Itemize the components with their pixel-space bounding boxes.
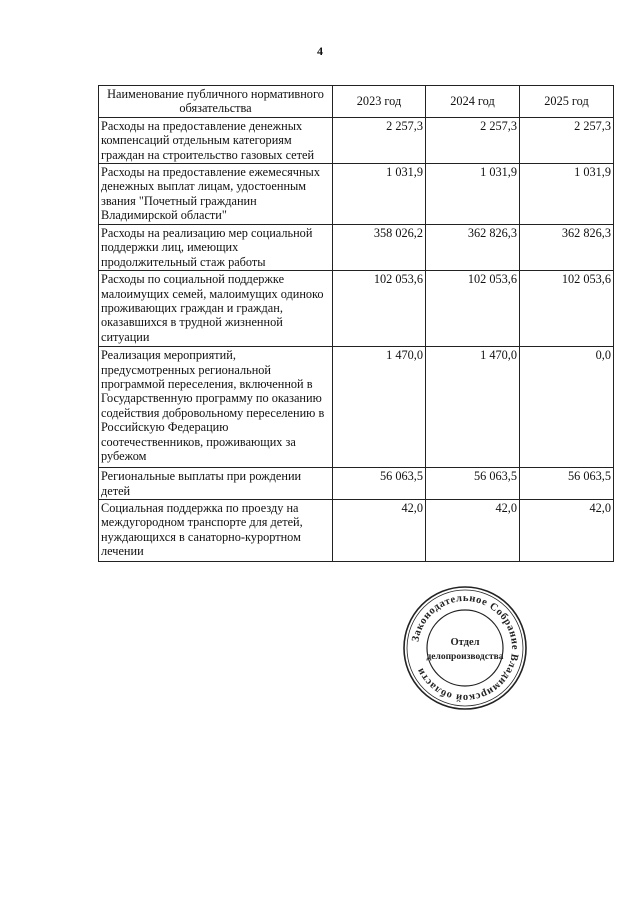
header-2024: 2024 год xyxy=(426,86,520,118)
stamp-center-line2: делопроизводства xyxy=(426,652,504,662)
value-2023: 358 026,2 xyxy=(333,225,426,271)
stamp-center-line1: Отдел xyxy=(450,637,480,648)
row-name: Региональные выплаты при рождении детей xyxy=(99,468,333,500)
value-2023: 1 470,0 xyxy=(333,347,426,468)
value-2025: 0,0 xyxy=(520,347,614,468)
value-2024: 1 470,0 xyxy=(426,347,520,468)
row-name: Расходы на предоставление ежемесячных денежных выплат лицам, удостоенным звания "Почетный гражданин Владимирской области" xyxy=(99,164,333,225)
table-row xyxy=(99,225,614,271)
value-2025: 1 031,9 xyxy=(520,164,614,225)
value-2023: 2 257,3 xyxy=(333,117,426,163)
value-2023: 1 031,9 xyxy=(333,164,426,225)
value-2024: 102 053,6 xyxy=(426,271,520,347)
row-name: Расходы на реализацию мер социальной поддержки лиц, имеющих продолжительный стаж работы xyxy=(99,225,333,271)
row-name: Реализация мероприятий, предусмотренных региональной программой переселения, включенной в Государственную программу по оказанию содействия добровольному переселению в Российскую Федерацию соотечественников, проживающих за рубежом xyxy=(99,347,333,468)
obligations-table xyxy=(98,85,614,562)
value-2024: 2 257,3 xyxy=(426,117,520,163)
table-row xyxy=(99,271,614,347)
value-2024: 42,0 xyxy=(426,500,520,562)
value-2025: 42,0 xyxy=(520,500,614,562)
value-2024: 362 826,3 xyxy=(426,225,520,271)
value-2025: 2 257,3 xyxy=(520,117,614,163)
page-number: 4 xyxy=(317,44,323,58)
header-2025: 2025 год xyxy=(520,86,614,118)
value-2024: 1 031,9 xyxy=(426,164,520,225)
value-2023: 42,0 xyxy=(333,500,426,562)
stamp-ring-text: Законодательное Собрание Владимирской области xyxy=(410,592,521,704)
table-row xyxy=(99,117,614,163)
value-2025: 102 053,6 xyxy=(520,271,614,347)
value-2023: 102 053,6 xyxy=(333,271,426,347)
row-name: Расходы на предоставление денежных компенсаций отдельным категориям граждан на строительство газовых сетей xyxy=(99,117,333,163)
table-row xyxy=(99,164,614,225)
value-2025: 56 063,5 xyxy=(520,468,614,500)
row-name: Расходы по социальной поддержке малоимущих семей, малоимущих одиноко проживающих граждан и граждан, оказавшихся в трудной жизненной ситуации xyxy=(99,271,333,347)
header-2023: 2023 год xyxy=(333,86,426,118)
table-row xyxy=(99,500,614,562)
value-2025: 362 826,3 xyxy=(520,225,614,271)
row-name: Социальная поддержка по проезду на междугородном транспорте для детей, нуждающихся в санаторно-курортном лечении xyxy=(99,500,333,562)
office-stamp xyxy=(402,585,528,711)
value-2023: 56 063,5 xyxy=(333,468,426,500)
header-name: Наименование публичного нормативного обязательства xyxy=(99,86,333,118)
table-row xyxy=(99,347,614,468)
value-2024: 56 063,5 xyxy=(426,468,520,500)
table-header-row xyxy=(99,86,614,118)
table-row xyxy=(99,468,614,500)
